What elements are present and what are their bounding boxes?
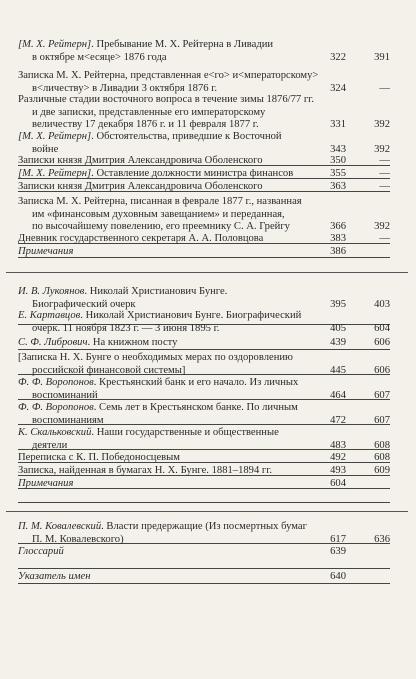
page-number: 331 (330, 119, 346, 131)
toc-entry (18, 546, 390, 559)
toc-entry-line (18, 465, 390, 478)
toc-entry-text: Указатель имен (18, 571, 91, 582)
toc-entry-line (18, 377, 390, 390)
toc-entry-text: в<личеству> в Ливадии 3 октября 1876 г. (32, 82, 218, 94)
toc-entry-line (18, 196, 390, 209)
toc-entry-line (18, 52, 390, 65)
notes-page-number: 608 (374, 452, 390, 463)
toc-entry (18, 168, 390, 181)
toc-entry-text: в октябре м<есяце> 1876 года (32, 51, 167, 63)
page-number: 493 (330, 465, 346, 476)
notes-page-number: — (379, 82, 390, 94)
toc-entry-line (18, 440, 390, 453)
toc-entry-text: [М. Х. Рейтерн]. Пребывание М. Х. Рейтерна в Ливадии (18, 39, 274, 50)
page-number: 617 (330, 533, 346, 545)
toc-entry-line (18, 415, 390, 428)
toc-entry-line (18, 546, 390, 559)
toc-entry-line (18, 427, 390, 440)
toc-entry-line (18, 365, 390, 378)
toc-entry-text: Записки князя Дмитрия Александровича Оболенского (18, 155, 263, 166)
notes-page-number: 609 (374, 465, 390, 476)
notes-page-number: 604 (374, 322, 390, 334)
toc-entry-text: очерк. 11 ноября 1823 г. — 3 июня 1895 г. (32, 322, 220, 334)
toc-entry-text: деятели (32, 439, 68, 451)
page-number: 395 (330, 298, 346, 310)
toc-entry (18, 155, 390, 168)
page-number: 383 (330, 233, 346, 244)
toc-entry-text: и две записки, представленные его императорскому (32, 106, 266, 118)
page-number: 439 (330, 337, 346, 348)
toc-entry-text: Биографический очерк (32, 298, 136, 310)
page-number: 464 (330, 389, 346, 401)
toc-entry-line (18, 107, 390, 120)
toc-entry (18, 377, 390, 402)
toc-entry (18, 70, 390, 95)
notes-page-number: 392 (374, 221, 390, 233)
toc-entry-text: Различные стадии восточного вопроса в течение зимы 1876/77 гг. (18, 94, 314, 105)
page-number: 492 (330, 452, 346, 463)
toc-entry-line (18, 352, 390, 365)
toc-entry-text: И. В. Лукоянов. Николай Христианович Бунге. (18, 286, 228, 297)
page-number: 604 (330, 478, 346, 489)
notes-page-number: — (379, 168, 390, 179)
toc-entry-text: [М. Х. Рейтерн]. Обстоятельства, приведшие к Восточной (18, 131, 282, 142)
toc-entry-text: Записка М. Х. Рейтерна, писанная в феврале 1877 г., названная (18, 196, 302, 207)
toc-entry (18, 337, 390, 350)
toc-entry (18, 196, 390, 234)
row-rule (18, 502, 390, 503)
toc-entry-text: Дневник государственного секретаря А. А. Половцова (18, 233, 264, 244)
notes-page-number: 607 (374, 414, 390, 426)
toc-entry-line (18, 119, 390, 132)
toc-entry-text: П. М. Ковалевского) (32, 533, 124, 545)
notes-page-number: 391 (374, 51, 390, 63)
toc-entry-text: им «финансовым духовным завещанием» и переданная, (32, 208, 285, 220)
toc-entry (18, 352, 390, 377)
toc-entry-text: Примечания (18, 478, 74, 489)
toc-entry (18, 233, 390, 246)
toc-entry (18, 478, 390, 491)
page-number: 355 (330, 168, 346, 179)
toc-entry-text: воспоминаний (32, 389, 98, 401)
toc-entry (18, 310, 390, 335)
toc-entry-line (18, 390, 390, 403)
page-number: 363 (330, 181, 346, 192)
toc-entry-text: воспоминаниям (32, 414, 104, 426)
toc-entry (18, 465, 390, 478)
toc-entry-line (18, 571, 390, 584)
page-number: 483 (330, 439, 346, 451)
toc-entry-text: [М. Х. Рейтерн]. Оставление должности министра финансов (18, 168, 294, 179)
toc-entry (18, 452, 390, 465)
toc-entry-line (18, 323, 390, 336)
notes-page-number: 606 (374, 364, 390, 376)
notes-page-number: 392 (374, 143, 390, 155)
toc-entry-line (18, 478, 390, 491)
toc-entry-line (18, 181, 390, 194)
toc-entry-text: П. М. Ковалевский. Власти предержащие (Из посмертных бумаг (18, 521, 307, 532)
page-number: 386 (330, 246, 346, 257)
toc-entry-line (18, 310, 390, 323)
page-number: 343 (330, 143, 346, 155)
toc-entry-text: Записки князя Дмитрия Александровича Оболенского (18, 181, 263, 192)
toc-entry-text: Записка, найденная в бумагах Н. Х. Бунге. 1881–1894 гг. (18, 465, 273, 476)
notes-page-number: 606 (374, 337, 390, 348)
toc-entry-text: Ф. Ф. Воропонов. Крестьянский банк и его начало. Из личных (18, 377, 299, 388)
toc-entry (18, 181, 390, 194)
page-number: 472 (330, 414, 346, 426)
page-number: 640 (330, 571, 346, 582)
toc-entry-line (18, 233, 390, 246)
toc-entry-text: Глоссарий (18, 546, 64, 557)
toc-entry-line (18, 246, 390, 259)
toc-entry (18, 131, 390, 156)
page-number: 405 (330, 322, 346, 334)
toc-entry-text: Записка М. Х. Рейтерна, представленная е<го> и<мператорскому> (18, 70, 319, 81)
toc-entry (18, 427, 390, 452)
toc-entry-line (18, 221, 390, 234)
toc-entry-text: величеству 17 декабря 1876 г. и 11 февраля 1877 г. (32, 119, 259, 131)
toc-entry-line (18, 337, 390, 350)
toc-entry-line (18, 168, 390, 181)
toc-entry-line (18, 402, 390, 415)
page-number: 322 (330, 51, 346, 63)
notes-page-number: — (379, 181, 390, 192)
toc-entry-text: [Записка Н. Х. Бунге о необходимых мерах по оздоровлению (18, 352, 293, 363)
section-divider (6, 511, 408, 512)
notes-page-number: 392 (374, 119, 390, 131)
toc-entry-line (18, 94, 390, 107)
page-number: 639 (330, 546, 346, 557)
notes-page-number: 636 (374, 533, 390, 545)
toc-entry-line (18, 286, 390, 299)
notes-page-number: — (379, 233, 390, 244)
section-divider (6, 272, 408, 273)
page-number: 366 (330, 221, 346, 233)
toc-entry-line (18, 452, 390, 465)
notes-page-number: — (379, 155, 390, 166)
toc-entry-text: К. Скальковский. Наши государственные и общественные (18, 427, 279, 438)
page-number: 445 (330, 364, 346, 376)
toc-entry (18, 402, 390, 427)
toc-entry-line (18, 70, 390, 83)
toc-entry (18, 571, 390, 584)
page-number: 350 (330, 155, 346, 166)
row-rule (18, 568, 390, 569)
toc-entry-text: С. Ф. Либрович. На книжном посту (18, 337, 178, 348)
page-number: 324 (330, 82, 346, 94)
toc-entry-line (18, 155, 390, 168)
toc-entry-text: российской финансовой системы] (32, 364, 186, 376)
toc-entry (18, 286, 390, 311)
notes-page-number: 607 (374, 389, 390, 401)
toc-entry (18, 521, 390, 546)
toc-entry-line (18, 39, 390, 52)
notes-page-number: 608 (374, 439, 390, 451)
toc-entry (18, 94, 390, 132)
toc-entry-text: Ф. Ф. Воропонов. Семь лет в Крестьянском банке. По личным (18, 402, 298, 413)
notes-page-number: 403 (374, 298, 390, 310)
toc-entry (18, 246, 390, 259)
toc-entry-text: Примечания (18, 246, 74, 257)
toc-entry-line (18, 521, 390, 534)
toc-entry-line (18, 209, 390, 222)
toc-entry-text: Е. Картавцов. Николай Христианович Бунге. Биографический (18, 310, 302, 321)
toc-entry (18, 39, 390, 64)
toc-entry-text: войне (32, 143, 59, 155)
toc-entry-line (18, 131, 390, 144)
toc-entry-text: Переписка с К. П. Победоносцевым (18, 452, 180, 463)
toc-entry-text: по высочайшему повелению, его преемнику С. А. Грейгу (32, 221, 290, 233)
toc-entry-line (18, 534, 390, 547)
